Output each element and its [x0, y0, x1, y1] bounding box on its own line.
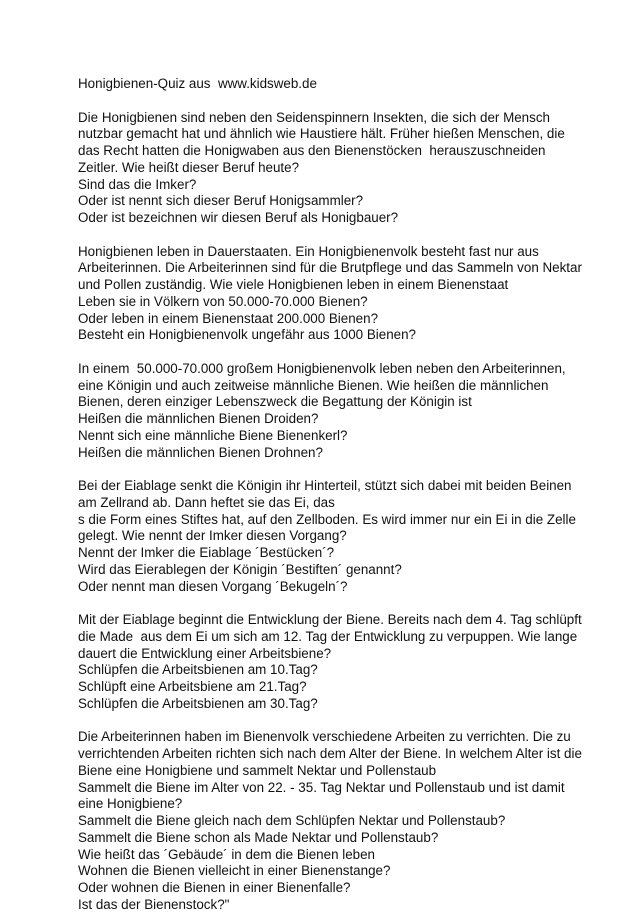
text-line: Die Arbeiterinnen haben im Bienenvolk verschiedene Arbeiten zu verrichten. Die zu — [78, 729, 571, 745]
text-line: Honigbienen leben in Dauerstaaten. Ein Honigbienenvolk besteht fast nur aus — [78, 243, 539, 259]
answer-option: Schlüpfen die Arbeitsbienen am 30.Tag? — [78, 695, 318, 711]
text-line: Zeitler. Wie heißt dieser Beruf heute? — [78, 159, 300, 175]
answer-option: Nennt der Imker die Eiablage ´Bestücken´? — [78, 545, 335, 560]
paragraph-colony-size-question — [78, 243, 582, 345]
text-line: Biene eine Honigbiene und sammelt Nektar und Pollenstaub — [78, 762, 437, 778]
text-line: verrichtenden Arbeiten richten sich nach dem Alter der Biene. In welchem Alter ist die — [78, 746, 582, 761]
text-line: nutzbar gemacht hat und ähnlich wie Haustiere hält. Früher hießen Menschen, die — [78, 126, 565, 142]
text-line: dauert die Entwicklung einer Arbeitsbiene? — [78, 645, 332, 661]
text-line: die Made aus dem Ei um sich am 12. Tag der Entwicklung zu verpuppen. Wie lange — [78, 628, 578, 644]
document-title: Honigbienen-Quiz aus www.kidsweb.de — [78, 76, 317, 91]
answer-option: Wohnen die Bienen vielleicht in einer Bienenstange? — [78, 863, 391, 879]
answer-option: Heißen die männlichen Bienen Drohnen? — [78, 444, 323, 460]
paragraph-development-question — [78, 612, 582, 713]
document-page — [78, 76, 582, 914]
text-line: Bei der Eiablage senkt die Königin ihr Hinterteil, stützt sich dabei mit beiden Beinen — [78, 478, 572, 493]
text-line: eine Königin und auch zeitweise männliche Bienen. Wie heißen die männlichen — [78, 377, 549, 393]
answer-option: Besteht ein Honigbienenvolk ungefähr aus 1000 Bienen? — [78, 327, 416, 343]
answer-option: Sammelt die Biene schon als Made Nektar und Pollenstaub? — [78, 829, 439, 845]
paragraph-male-bees-question — [78, 361, 578, 462]
answer-option: Sind das die Imker? — [78, 176, 197, 192]
text-line: und Pollen zuständig. Wie viele Honigbienen leben in einem Bienenstaat — [78, 277, 509, 292]
answer-option: Oder nennt man diesen Vorgang ´Bekugeln´? — [78, 578, 348, 594]
answer-option: Leben sie in Völkern von 50.000-70.000 Bienen? — [78, 293, 368, 309]
text-line: Bienen, deren einziger Lebenszweck die Begattung der Königin ist — [78, 394, 472, 410]
paragraph-egg-laying-question — [78, 478, 578, 595]
paragraph-beekeeper-question — [78, 110, 578, 227]
text-line: Arbeiterinnen. Die Arbeiterinnen sind für die Brutpflege und das Sammeln von Nektar — [78, 260, 582, 276]
text-line: am Zellrand ab. Dann heftet sie das Ei, das — [78, 494, 335, 510]
paragraph-gap — [78, 461, 578, 478]
answer-option: Ist das der Bienenstock?" — [78, 896, 230, 912]
answer-option: Nennt sich eine männliche Biene Bienenkerl? — [78, 427, 348, 443]
answer-option: Oder wohnen die Bienen in einer Bienenfalle? — [78, 880, 351, 895]
text-line: das Recht hatten die Honigwaben aus den Bienenstöcken herauszuschneiden — [78, 143, 546, 158]
answer-option: eine Honigbiene? — [78, 796, 183, 812]
answer-option: Oder ist nennt sich dieser Beruf Honigsammler? — [78, 193, 364, 209]
answer-option: Heißen die männlichen Bienen Droiden? — [78, 411, 319, 426]
text-line: Mit der Eiablage beginnt die Entwicklung der Biene. Bereits nach dem 4. Tag schlüpft — [78, 612, 582, 627]
question-line: Wie heißt das ´Gebäude´ in dem die Bienen leben — [78, 846, 376, 862]
answer-option: Oder leben in einem Bienenstaat 200.000 Bienen? — [78, 310, 379, 326]
answer-option: Wird das Eierablegen der Königin ´Bestiften´ genannt? — [78, 561, 402, 577]
paragraph-gap — [78, 713, 578, 730]
answer-option: Schlüpfen die Arbeitsbienen am 10.Tag? — [78, 662, 318, 678]
answer-option: Schlüpft eine Arbeitsbiene am 21.Tag? — [78, 679, 307, 694]
paragraph-gap — [78, 595, 578, 612]
text-line: In einem 50.000-70.000 großem Honigbienenvolk leben neben den Arbeiterinnen, — [78, 360, 566, 376]
text-line: Die Honigbienen sind neben den Seidenspinnern Insekten, die sich der Mensch — [78, 109, 550, 125]
text-line: s die Form eines Stiftes hat, auf den Zellboden. Es wird immer nur ein Ei in die Zelle — [78, 511, 576, 527]
paragraph-worker-tasks-question — [78, 729, 582, 913]
answer-option: Sammelt die Biene im Alter von 22. - 35. Tag Nektar und Pollenstaub und ist damit — [78, 779, 565, 795]
paragraph-gap — [78, 93, 578, 110]
answer-option: Sammelt die Biene gleich nach dem Schlüpfen Nektar und Pollenstaub? — [78, 813, 506, 828]
answer-option: Oder ist bezeichnen wir diesen Beruf als Honigbauer? — [78, 210, 399, 225]
paragraph-gap — [78, 344, 578, 361]
text-line: gelegt. Wie nennt der Imker diesen Vorgang? — [78, 528, 347, 544]
paragraph-gap — [78, 227, 578, 244]
